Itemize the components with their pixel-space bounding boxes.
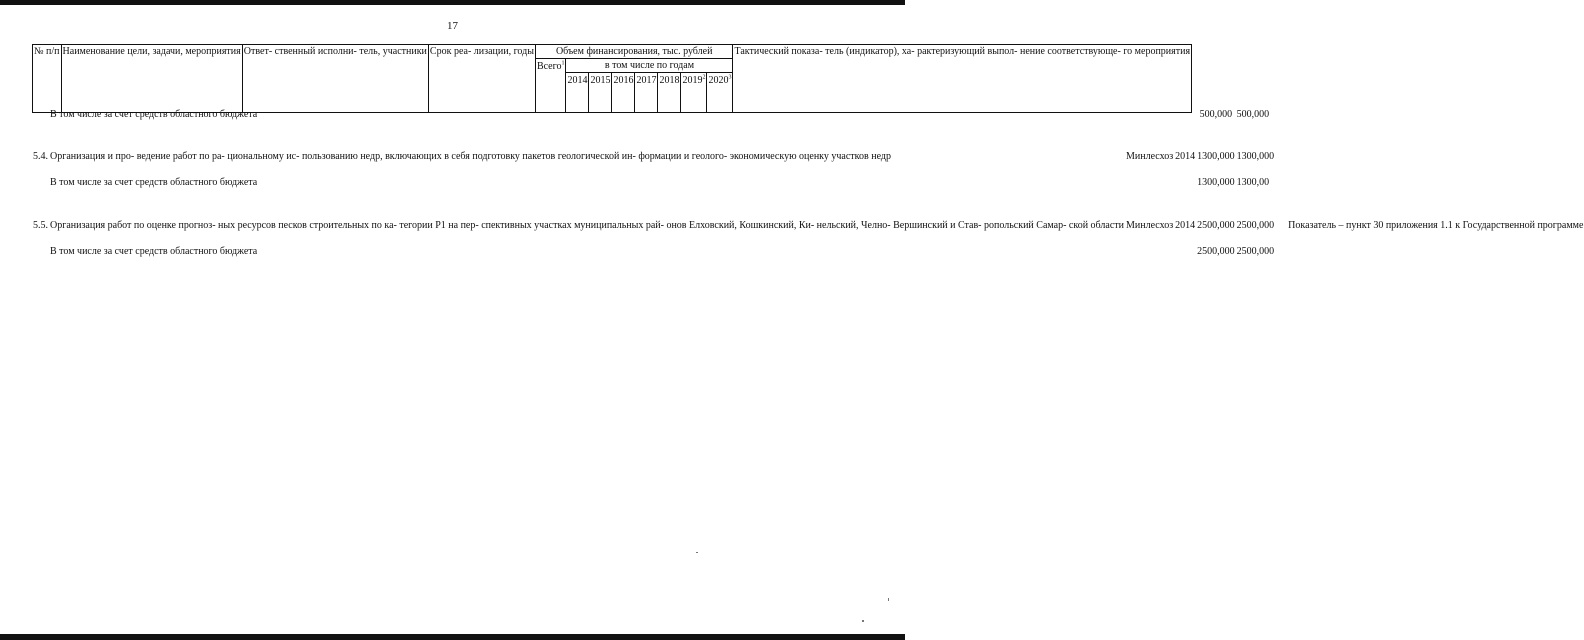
table-row — [32, 246, 1584, 258]
table-row — [32, 177, 1584, 219]
row-name: В том числе за счет средств областного бюджета — [50, 245, 258, 257]
row-name: В том числе за счет средств областного бюджета — [50, 177, 258, 189]
row-2014: 2500,000 — [1236, 245, 1275, 257]
header-finance: Объем финансирования, тыс. рублей — [535, 45, 733, 59]
row-total: 2500,000 — [1197, 219, 1235, 231]
table-body — [32, 109, 1584, 258]
table-header — [32, 44, 1192, 113]
header-name: Наименование цели, задачи, мероприятия — [61, 45, 242, 113]
table-row — [32, 151, 1584, 177]
header-by-years: в том числе по годам — [566, 59, 733, 73]
header-year-2015: 2015 — [589, 73, 612, 113]
row-number — [32, 246, 49, 258]
header-year-2018: 2018 — [658, 73, 681, 113]
header-year-2019-label: 2019 — [682, 75, 703, 86]
bottom-border — [0, 634, 905, 640]
header-year-2020 — [707, 73, 733, 113]
row-responsible: Минлесхоз — [1126, 151, 1174, 163]
row-responsible — [1125, 109, 1174, 151]
row-responsible: Минлесхоз — [1126, 219, 1174, 231]
table-row — [32, 109, 1584, 151]
header-year-2019-footnote: 2 — [702, 74, 706, 81]
row-indicator — [1287, 246, 1584, 258]
scan-speck — [888, 598, 889, 601]
header-year-2014: 2014 — [566, 73, 589, 113]
row-indicator: Показатель – пункт 30 приложения 1.1 к Государственной программе — [1288, 219, 1584, 231]
row-responsible — [1125, 246, 1174, 258]
header-total — [535, 59, 566, 113]
header-year-2020-footnote: 3 — [728, 74, 732, 81]
row-name: Организация работ по оценке прогноз- ных ресурсов песков строительных по ка- тегории Р1 на пер- спективных участках муниципальных рай- онов Елховский, Кошкинский, Ки- нельский, Челно- Вершинский и Став- ропольский Самар- ской области — [50, 219, 1124, 231]
row-term: 2014 — [1175, 151, 1196, 163]
row-indicator — [1287, 109, 1584, 151]
row-name: В том числе за счет средств областного бюджета — [50, 109, 258, 120]
row-indicator — [1287, 177, 1584, 219]
header-year-2016: 2016 — [612, 73, 635, 113]
row-term — [1174, 246, 1196, 258]
row-number — [32, 109, 49, 151]
row-2014: 1300,00 — [1236, 177, 1270, 189]
header-responsible: Ответ- ственный исполни- тель, участники — [242, 45, 428, 113]
row-number — [32, 177, 49, 219]
header-year-2017: 2017 — [635, 73, 658, 113]
header-num: № п/п — [33, 45, 62, 113]
row-2014: 1300,000 — [1236, 151, 1275, 163]
row-indicator — [1287, 151, 1584, 177]
scan-speck — [696, 552, 698, 553]
header-term: Срок реа- лизации, годы — [428, 45, 535, 113]
row-2014: 2500,000 — [1236, 219, 1275, 231]
row-number: 5.4. — [33, 151, 48, 163]
row-total: 1300,000 — [1197, 177, 1235, 189]
row-total: 500,000 — [1199, 109, 1233, 120]
row-total: 2500,000 — [1197, 245, 1235, 257]
row-number: 5.5. — [33, 219, 48, 231]
row-name: Организация и про- ведение работ по ра- циональному ис- пользованию недр, включающих в себя подготовку пакетов геологической ин- формации и геолого- экономическую оценку участков недр — [50, 151, 891, 163]
header-total-footnote: 1 — [561, 60, 565, 67]
row-total: 1300,000 — [1197, 151, 1235, 163]
row-term — [1174, 109, 1196, 151]
row-term: 2014 — [1175, 219, 1196, 231]
table-row — [32, 220, 1584, 246]
page-number: 17 — [447, 20, 458, 32]
header-total-label: Всего — [536, 61, 562, 72]
header-indicator: Тактический показа- тель (индикатор), ха- рактеризующий выпол- нение соответствующе- го мероприятия — [733, 45, 1192, 113]
row-responsible — [1125, 177, 1174, 219]
scan-speck — [862, 620, 864, 622]
row-2014: 500,000 — [1236, 109, 1270, 120]
top-border — [0, 0, 905, 5]
header-year-2019 — [681, 73, 707, 113]
header-year-2020-label: 2020 — [708, 75, 729, 86]
row-term — [1174, 177, 1196, 219]
